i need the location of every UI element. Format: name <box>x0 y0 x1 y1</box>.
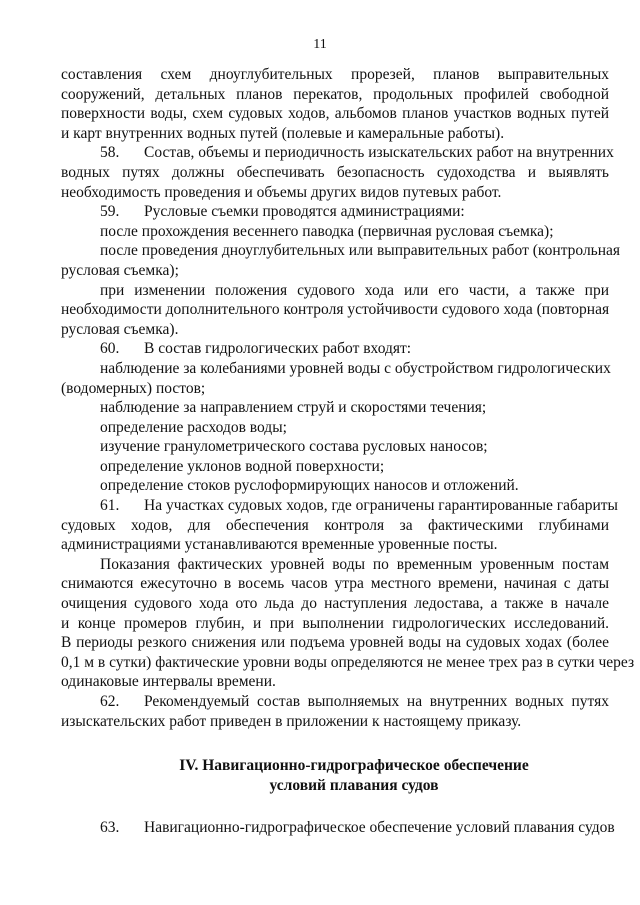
paragraph-number: 62. <box>100 693 120 710</box>
text-line: определение стоков руслоформирующих наносов и отложений. <box>100 477 519 495</box>
heading-line: IV. Навигационно-гидрографическое обеспечение <box>179 757 529 775</box>
paragraph <box>61 398 609 418</box>
paragraph-text: Русловые съемки проводятся администрациями: <box>144 203 465 221</box>
text-line <box>61 143 614 163</box>
text-line <box>61 818 615 838</box>
text-line: и карт внутренних водных путей (полевые и камеральные работы). <box>61 124 505 142</box>
paragraph-number: 59. <box>100 203 120 221</box>
paragraph-text: В состав гидрологических работ входят: <box>144 340 412 358</box>
paragraph <box>61 476 609 496</box>
text-line: русловая съемка). <box>61 320 179 338</box>
paragraph <box>61 359 609 398</box>
text-line: одинаковые интервалы времени. <box>61 673 276 691</box>
numbered-paragraph <box>61 143 614 202</box>
paragraph <box>61 222 609 242</box>
text-line: Показания фактических уровней воды по временным уровенным постам <box>100 555 609 573</box>
numbered-paragraph <box>61 692 609 731</box>
paragraph <box>61 437 609 457</box>
numbered-paragraph <box>61 202 609 222</box>
text-line: после прохождения весеннего паводка (первичная русловая съемка); <box>100 222 554 240</box>
paragraph <box>61 457 609 477</box>
text-line: судовых ходов, для обеспечения контроля за фактическими глубинами <box>61 516 609 534</box>
text-line: определение уклонов водной поверхности; <box>100 457 385 475</box>
paragraph-number: 61. <box>100 497 120 515</box>
paragraph-text: Рекомендуемый состав выполняемых на внутренних водных путях <box>144 693 609 710</box>
text-line <box>61 692 609 712</box>
text-line: водных путях должны обеспечивать безопасность судоходства и выявлять <box>61 163 609 181</box>
text-line: наблюдение за колебаниями уровней воды с обустройством гидрологических <box>100 359 611 377</box>
text-line: русловая съемка); <box>61 261 179 279</box>
paragraph-number: 63. <box>100 819 120 837</box>
text-line: сооружений, детальных планов перекатов, продольных профилей свободной <box>61 85 609 103</box>
text-line: снимаются ежесуточно в восемь часов утра местного времени, начиная с даты <box>61 575 609 593</box>
text-line: после проведения дноуглубительных или выправительных работ (контрольная <box>100 242 621 260</box>
text-line: необходимости дополнительного контроля устойчивости судового хода (повторная <box>61 301 610 319</box>
paragraph-text: Состав, объемы и периодичность изыскательских работ на внутренних <box>144 144 614 162</box>
text-line: 0,1 м в сутки) фактические уровни воды определяются не менее трех раз в сутки через <box>61 653 635 671</box>
numbered-paragraph <box>61 339 609 359</box>
text-line: В периоды резкого снижения или подъема уровней воды на судовых ходах (более <box>61 634 609 652</box>
text-line: изыскательских работ приведен в приложении к настоящему приказу. <box>61 712 522 730</box>
numbered-paragraph <box>61 818 615 838</box>
section-heading <box>61 756 609 796</box>
text-line: наблюдение за направлением струй и скоростями течения; <box>100 399 487 417</box>
text-line: поверхности воды, схем судовых ходов, альбомов планов участков водных путей <box>61 105 609 123</box>
page-number: 11 <box>313 37 327 52</box>
text-line: и конце промеров глубин, и при выполнении гидрологических исследований. <box>61 614 609 632</box>
text-line: очищения судового хода ото льда до наступления ледостава, а также в начале <box>61 595 609 613</box>
text-line <box>61 496 618 516</box>
text-line: необходимость проведения и объемы других видов путевых работ. <box>61 183 502 201</box>
paragraph <box>61 241 621 280</box>
document-body <box>61 65 635 838</box>
text-line: составления схем дноуглубительных прорезей, планов выправительных <box>61 66 609 83</box>
text-line <box>61 339 609 359</box>
text-line <box>61 202 609 222</box>
paragraph-text: Навигационно-гидрографическое обеспечение условий плавания судов <box>144 819 615 837</box>
paragraph-text: На участках судовых ходов, где ограничены гарантированные габариты <box>144 497 618 515</box>
text-line: определение расходов воды; <box>100 418 287 436</box>
text-line: (водомерных) постов; <box>61 379 206 397</box>
continued-paragraph <box>61 65 609 143</box>
heading-line: условий плавания судов <box>269 777 439 795</box>
paragraph-number: 60. <box>100 340 120 358</box>
text-line: при изменении положения судового хода или его части, а также при <box>100 281 609 299</box>
text-line: изучение гранулометрического состава русловых наносов; <box>100 438 488 456</box>
text-line: администрациями устанавливаются временные уровенные посты. <box>61 536 498 554</box>
paragraph <box>61 281 609 340</box>
paragraph-number: 58. <box>100 144 120 162</box>
paragraph <box>61 418 609 438</box>
paragraph <box>61 555 635 692</box>
numbered-paragraph <box>61 496 618 555</box>
